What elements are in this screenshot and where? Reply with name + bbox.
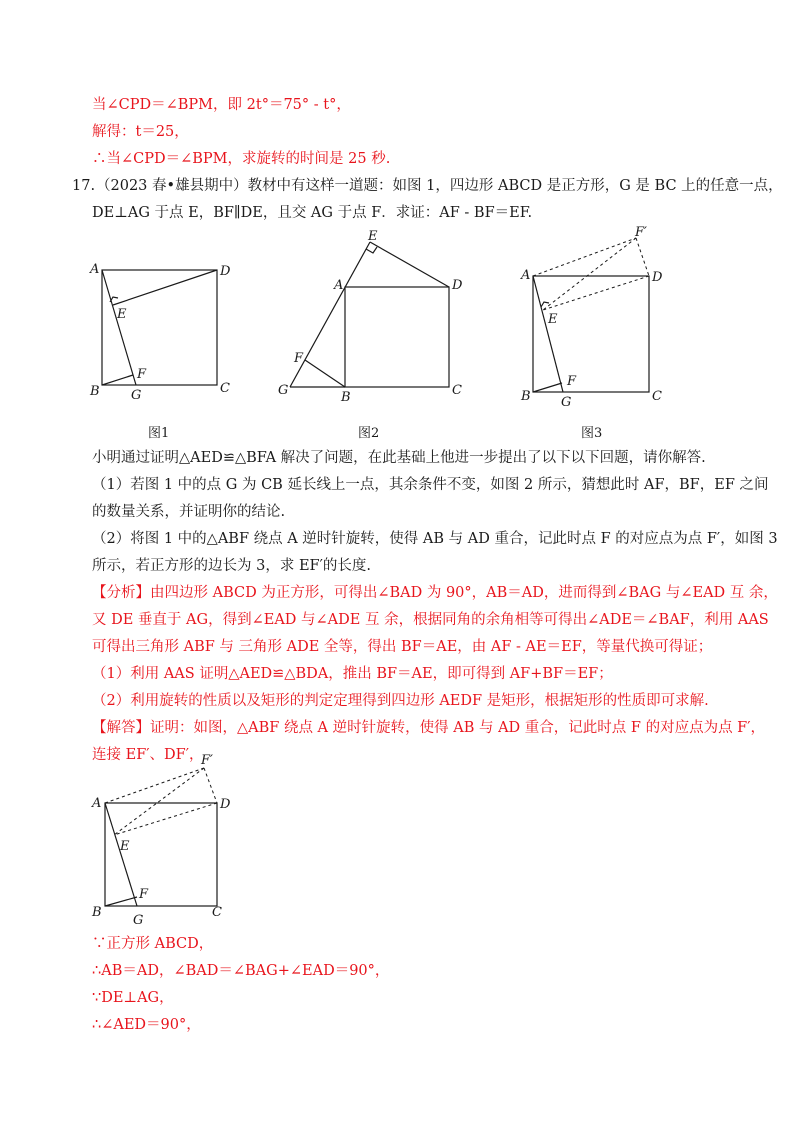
sol-fig-label-D: D [220, 797, 231, 812]
proof-line-3: ∵DE⊥AG， [92, 990, 174, 1006]
fig2-line-ED [370, 242, 449, 287]
fig2-label-F: F [294, 351, 304, 366]
sol-fig-label-G: G [133, 913, 144, 928]
fig1-label-F: F [137, 367, 147, 382]
fig3-dash-DE [543, 276, 649, 310]
fig1-line-AG [102, 270, 136, 385]
fig3-dash-AFp [533, 238, 636, 276]
sol-fig-dash-FpD [204, 768, 217, 803]
fig2-caption: 图2 [358, 426, 380, 441]
fig2-label-A: A [334, 278, 344, 293]
sol-fig-dash-FpE [114, 768, 204, 835]
answer-line-2: 连接 EF′、DF′， [92, 747, 204, 763]
fig1-label-C: C [220, 381, 230, 396]
fig3-dash-FpD [636, 238, 649, 276]
fig2-label-C: C [452, 383, 462, 398]
solution-line-1: 当∠CPD＝∠BPM，即 2t°＝75° - t°， [92, 97, 351, 113]
fig3-label-B: B [521, 389, 531, 404]
sol-fig-square [105, 803, 217, 906]
fig2-right-angle [366, 247, 377, 253]
fig1-label-G: G [131, 388, 142, 403]
body-line-2: （1）若图 1 中的点 G 为 CB 延长线上一点，其余条件不变，如图 2 所示，猜想此时 AF，BF，EF 之间 [92, 477, 769, 493]
proof-line-4: ∴∠AED＝90°， [92, 1017, 201, 1033]
fig3-line-BF [533, 383, 562, 392]
solution-line-3: ∴当∠CPD＝∠BPM，求旋转的时间是 25 秒. [92, 151, 391, 167]
fig1-line-DE [113, 270, 217, 305]
answer-line-1: 【解答】证明：如图，△ABF 绕点 A 逆时针旋转，使得 AB 与 AD 重合，记此时点 F 的对应点为点 F′， [92, 720, 766, 736]
fig3-label-D: D [652, 270, 663, 285]
fig3-label-A: A [521, 268, 531, 283]
fig2-label-B: B [341, 390, 351, 405]
problem-line-1: （2023 春•雄县期中）教材中有这样一道题：如图 1，四边形 ABCD 是正方形，G 是 BC 上的任意一点， [96, 178, 783, 194]
analysis-line-1: 【分析】由四边形 ABCD 为正方形，可得出∠BAD 为 90°，AB＝AD，进而得到∠BAG 与∠EAD 互 余， [92, 585, 778, 601]
analysis-line-4: （1）利用 AAS 证明△AED≌△BDA，推出 BF＝AE，即可得到 AF+BF＝EF； [92, 666, 613, 682]
analysis-line-2: 又 DE 垂直于 AG，得到∠EAD 与∠ADE 互 余，根据同角的余角相等可得出∠ADE＝∠BAF，利用 AAS [92, 612, 769, 628]
fig2-label-E: E [368, 229, 378, 244]
analysis-line-3: 可得出三角形 ABF 与 三角形 ADE 全等，得出 BF＝AE，由 AF - AE＝EF，等量代换可得证； [92, 639, 713, 655]
sol-fig-dash-DE [114, 803, 217, 835]
problem-line-2: DE⊥AG 于点 E，BF∥DE，且交 AG 于点 F．求证：AF - BF＝EF. [92, 205, 533, 221]
sol-fig-label-C: C [212, 905, 222, 920]
fig1-line-BF [102, 375, 133, 385]
fig3-label-E: E [548, 312, 558, 327]
solution-line-2: 解得：t＝25， [92, 124, 189, 140]
sol-fig-label-E: E [120, 839, 130, 854]
body-line-3: 的数量关系，并证明你的结论. [92, 504, 286, 520]
fig1-label-D: D [220, 264, 231, 279]
fig3-right-angle [541, 302, 549, 307]
analysis-line-5: （2）利用旋转的性质以及矩形的判定定理得到四边形 AEDF 是矩形，根据矩形的性质即可求解. [92, 693, 709, 709]
body-line-5: 所示，若正方形的边长为 3，求 EF′的长度. [92, 558, 371, 574]
fig1-label-E: E [117, 307, 127, 322]
sol-fig-label-Fp: F′ [201, 753, 213, 768]
sol-fig-line-AG [105, 803, 137, 906]
proof-line-1: ∵正方形 ABCD， [92, 936, 214, 952]
fig3-line-AG [533, 276, 563, 392]
fig3-label-G: G [561, 395, 572, 410]
fig1-label-B: B [90, 384, 100, 399]
fig3-label-C: C [652, 389, 662, 404]
body-line-4: （2）将图 1 中的△ABF 绕点 A 逆时针旋转，使得 AB 与 AD 重合，记此时点 F 的对应点为点 F′，如图 3 [92, 531, 778, 547]
body-line-1: 小明通过证明△AED≌△BFA 解决了问题，在此基础上他进一步提出了以下以下回题，请你解答. [92, 450, 706, 466]
sol-fig-label-A: A [92, 796, 102, 811]
fig3-label-Fp: F′ [635, 225, 647, 240]
sol-fig-line-BF [105, 897, 137, 906]
fig3-square [533, 276, 649, 392]
fig3-dash-FpE [543, 238, 636, 310]
fig2-line-BF [305, 360, 345, 387]
sol-fig-label-F: F [139, 887, 149, 902]
fig2-label-G: G [278, 383, 289, 398]
sol-fig-dash-AFp [105, 768, 204, 803]
fig1-label-A: A [90, 262, 100, 277]
fig3-label-F: F [567, 374, 577, 389]
fig2-square [345, 287, 449, 387]
fig1-caption: 图1 [148, 426, 170, 441]
fig3-caption: 图3 [581, 426, 603, 441]
sol-fig-label-B: B [92, 905, 102, 920]
proof-line-2: ∴AB＝AD，∠BAD＝∠BAG+∠EAD＝90°， [92, 963, 390, 979]
problem-number: 17. [72, 178, 96, 194]
fig2-label-D: D [452, 278, 463, 293]
